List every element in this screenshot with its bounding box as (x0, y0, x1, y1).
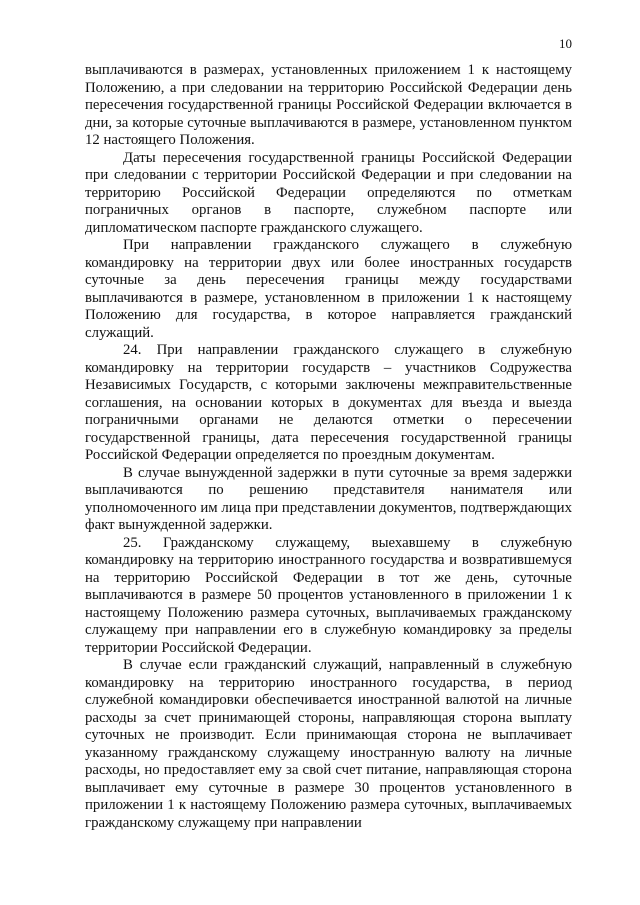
paragraph-continuation: выплачиваются в размерах, установленных приложением 1 к настоящему Положению, а при следовании на территорию Российской Федерации день пересечения государственной границы Российской Федерации включается в дни, за которые суточные выплачиваются в размере, установленном пунктом 12 настоящего Положения. (85, 62, 572, 148)
paragraph-multiple-states: При направлении гражданского служащего в служебную командировку на территории двух или более иностранных государств суточные за день пересечения границы между государствами выплачиваются в размере, установленном в приложении 1 к настоящему Положению для государства, в которое направляется гражданский служащий. (85, 237, 572, 341)
paragraph-foreign-currency: В случае если гражданский служащий, направленный в служебную командировку на территорию иностранного государства, в период служебной командировки обеспечивается иностранной валютой на личные расходы за счет принимающей стороны, направляющая сторона выплату суточных не производит. Если принимающая сторона не выплачивает указанному гражданскому служащему иностранную валюту на личные расходы, но предоставляет ему за свой счет питание, направляющая сторона выплачивает ему суточные в размере 30 процентов установленного в приложении 1 к настоящему Положению размера суточных, выплачиваемых гражданскому служащему при направлении (85, 657, 572, 831)
paragraph-item-25: 25. Гражданскому служащему, выехавшему в служебную командировку на территорию иностранного государства и возвратившемуся на территорию Российской Федерации в тот же день, суточные выплачиваются в размере 50 процентов установленного в приложении 1 к настоящему Положению размера суточных, выплачиваемых гражданскому служащему при направлении его в служебную командировку за пределы территории Российской Федерации. (85, 534, 572, 656)
paragraph-forced-delay: В случае вынужденной задержки в пути суточные за время задержки выплачиваются по решению представителя нанимателя или уполномоченного им лица при представлении документов, подтверждающих факт вынужденной задержки. (85, 464, 572, 533)
paragraph-border-crossing-dates: Даты пересечения государственной границы Российской Федерации при следовании с территории Российской Федерации и при следовании на территорию Российской Федерации определяются по отметкам пограничных органов в паспорте, служебном паспорте или дипломатическом паспорте гражданского служащего. (85, 149, 572, 236)
document-body (85, 62, 572, 832)
page-number: 10 (559, 36, 572, 51)
paragraph-item-24: 24. При направлении гражданского служащего в служебную командировку на территории государств – участников Содружества Независимых Государств, с которыми заключены межправительственные соглашения, на основании которых в документах для въезда и выезда пограничными органами не делаются отметки о пересечении государственной границы, дата пересечения государственной границы Российской Федерации определяется по проездным документам. (85, 342, 572, 463)
